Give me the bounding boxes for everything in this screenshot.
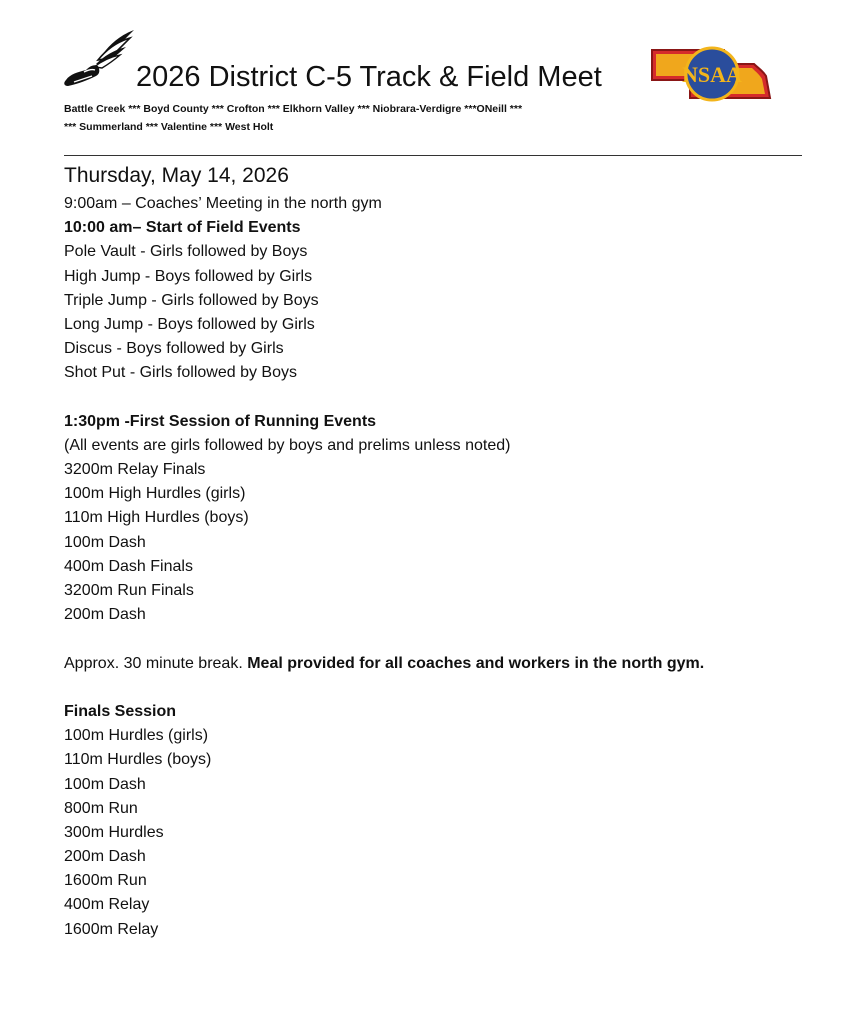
list-item: 110m Hurdles (boys): [64, 751, 212, 769]
winged-shoe-icon: [60, 28, 138, 90]
meal-note: Meal provided for all coaches and workers in the north gym.: [247, 654, 705, 672]
page-title: 2026 District C-5 Track & Field Meet: [136, 61, 602, 93]
list-item: 400m Relay: [64, 896, 150, 914]
field-events-heading: 10:00 am– Start of Field Events: [64, 219, 301, 237]
list-item: Shot Put - Girls followed by Boys: [64, 364, 297, 382]
field-events-list: [64, 240, 704, 385]
meet-date: Thursday, May 14, 2026: [64, 164, 289, 187]
schedule: [64, 192, 704, 942]
break-note: [64, 652, 704, 676]
running-events-heading: 1:30pm -First Session of Running Events: [64, 412, 377, 430]
list-item: 1600m Run: [64, 872, 147, 890]
spacer: [64, 386, 704, 410]
list-item: 110m High Hurdles (boys): [64, 509, 249, 527]
break-text: Approx. 30 minute break.: [64, 654, 248, 672]
list-item: 1600m Relay: [64, 920, 159, 938]
list-item: 200m Dash: [64, 848, 146, 866]
list-item: Pole Vault - Girls followed by Boys: [64, 243, 308, 261]
nsaa-logo-text: NSAA: [682, 62, 742, 87]
schools-list: [64, 100, 522, 136]
list-item: High Jump - Boys followed by Girls: [64, 267, 313, 285]
list-item: 400m Dash Finals: [64, 557, 193, 575]
schools-line-2: *** Summerland *** Valentine *** West Holt: [64, 121, 274, 133]
list-item: 200m Dash: [64, 606, 146, 624]
spacer: [64, 627, 704, 651]
list-item: 100m High Hurdles (girls): [64, 485, 246, 503]
nsaa-logo: [650, 40, 772, 108]
list-item: 100m Dash: [64, 775, 146, 793]
finals-events-list: [64, 724, 704, 942]
list-item: Discus - Boys followed by Girls: [64, 340, 284, 358]
list-item: 800m Run: [64, 799, 138, 817]
spacer: [64, 676, 704, 700]
list-item: Long Jump - Boys followed by Girls: [64, 315, 315, 333]
coaches-meeting: 9:00am – Coaches’ Meeting in the north gym: [64, 195, 382, 212]
list-item: 3200m Relay Finals: [64, 461, 206, 479]
running-events-note: (All events are girls followed by boys and prelims unless noted): [64, 436, 511, 454]
list-item: 100m Dash: [64, 533, 146, 551]
schools-line-1: Battle Creek *** Boyd County *** Crofton *** Elkhorn Valley *** Niobrara-Verdigre ***ONeill ***: [64, 103, 523, 115]
finals-heading: Finals Session: [64, 702, 177, 720]
list-item: Triple Jump - Girls followed by Boys: [64, 291, 319, 309]
running-events-list: [64, 458, 704, 627]
divider: [64, 155, 802, 156]
list-item: 300m Hurdles: [64, 823, 164, 841]
list-item: 100m Hurdles (girls): [64, 727, 209, 745]
list-item: 3200m Run Finals: [64, 582, 194, 599]
